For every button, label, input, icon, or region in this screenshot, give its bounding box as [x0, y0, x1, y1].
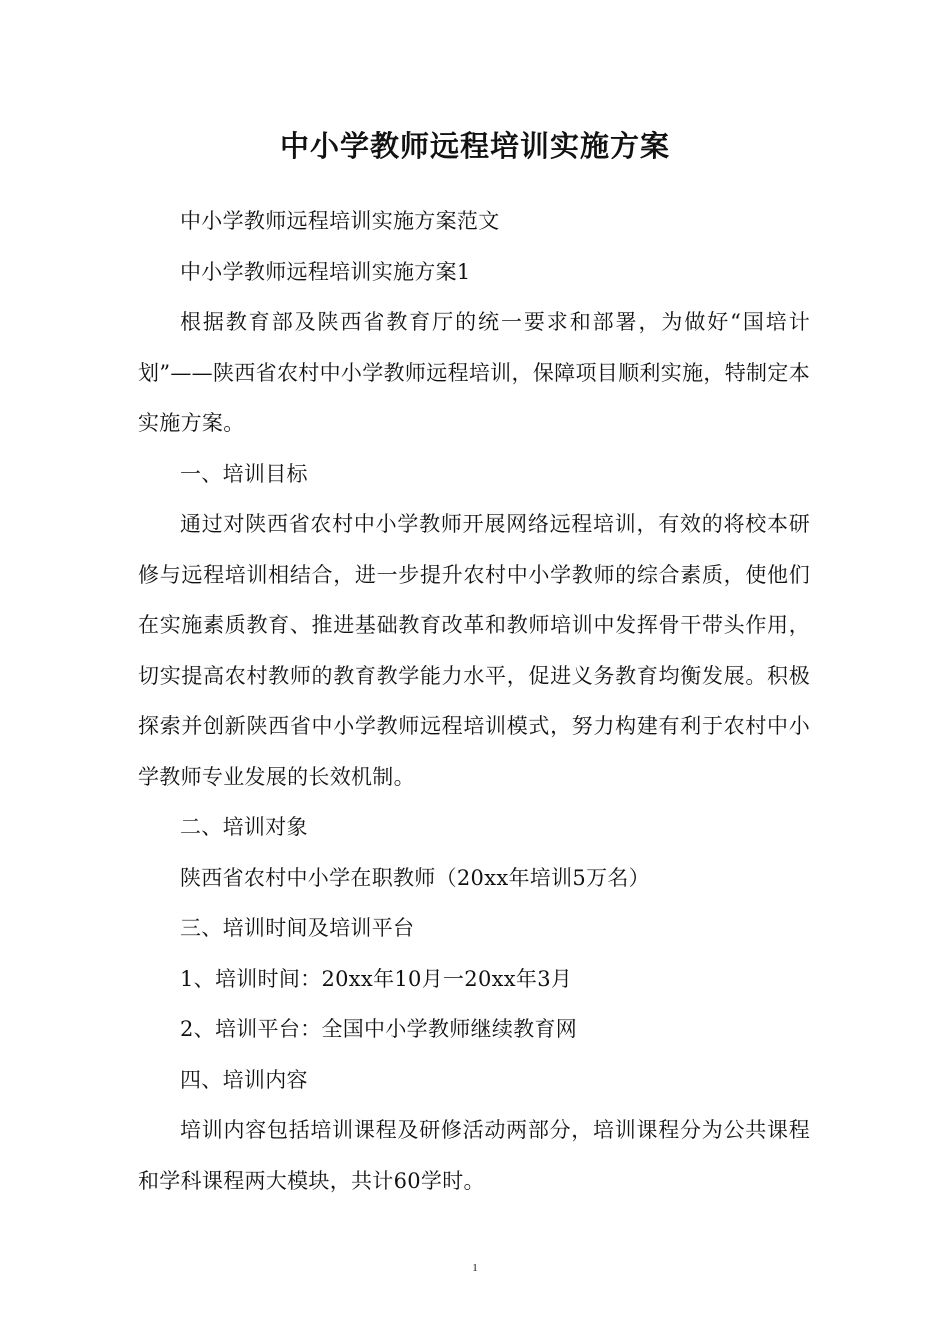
page-number: 1	[472, 1262, 478, 1274]
document-title: 中小学教师远程培训实施方案	[279, 129, 670, 163]
paragraph-goals: 通过对陕西省农村中小学教师开展网络远程培训，有效的将校本研修与远程培训相结合，进一步提升农村中小学教师的综合素质，使他们在实施素质教育、推进基础教育改革和教师培训中发挥骨干带头作用，切实提高农村教师的教育教学能力水平，促进义务教育均衡发展。积极探索并创新陕西省中小学教师远程培训模式，努力构建有利于农村中小学教师专业发展的长效机制。	[138, 512, 810, 789]
paragraph-plan-heading: 中小学教师远程培训实施方案1	[180, 259, 471, 284]
paragraph-audience: 陕西省农村中小学在职教师（20xx年培训5万名）	[180, 865, 650, 890]
section-heading-goals: 一、培训目标	[180, 461, 308, 486]
section-heading-content: 四、培训内容	[180, 1067, 308, 1092]
paragraph-content: 培训内容包括培训课程及研修活动两部分，培训课程分为公共课程和学科课程两大模块，共计60学时。	[138, 1118, 810, 1193]
paragraph-subtitle: 中小学教师远程培训实施方案范文	[180, 209, 500, 233]
paragraph-training-platform: 2、培训平台：全国中小学教师继续教育网	[180, 1017, 578, 1041]
section-heading-audience: 二、培训对象	[180, 815, 308, 839]
paragraph-training-time: 1、培训时间：20xx年10月一20xx年3月	[180, 966, 573, 991]
document-body	[138, 196, 810, 1206]
paragraph-intro: 根据教育部及陕西省教育厅的统一要求和部署，为做好“国培计划”——陕西省农村中小学教师远程培训，保障项目顺利实施，特制定本实施方案。	[138, 310, 810, 435]
section-heading-time-platform: 三、培训时间及培训平台	[180, 916, 415, 940]
